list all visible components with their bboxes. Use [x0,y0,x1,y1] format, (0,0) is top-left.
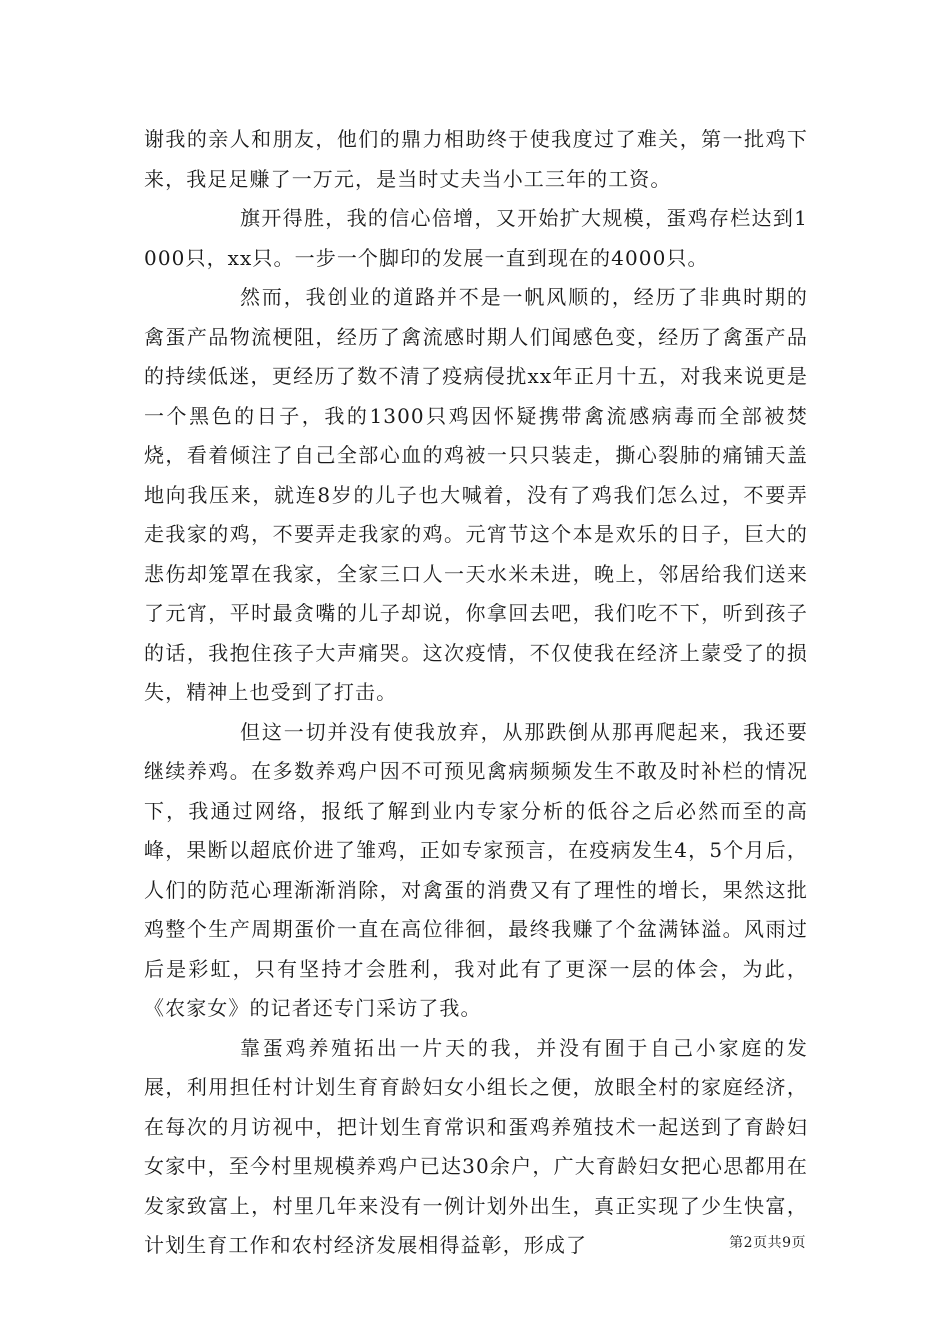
paragraph-2: 旗开得胜，我的信心倍增，又开始扩大规模，蛋鸡存栏达到1000只，xx只。一步一个脚印的发展一直到现在的4000只。 [144,206,808,270]
paragraph-5: 靠蛋鸡养殖拓出一片天的我，并没有囿于自己小家庭的发展，利用担任村计划生育育龄妇女小组长之便，放眼全村的家庭经济，在每次的月访视中，把计划生育常识和蛋鸡养殖技术一起送到了育龄妇女家中，至今村里规模养鸡户已达30余户，广大育龄妇女把心思都用在发家致富上，村里几年来没有一例计划外出生，真正实现了少生快富，计划生育工作和农村经济发展相得益彰，形成了 [144,1035,808,1257]
document-body [144,120,808,1266]
paragraph-1: 谢我的亲人和朋友，他们的鼎力相助终于使我度过了难关，第一批鸡下来，我足足赚了一万元，是当时丈夫当小工三年的工资。 [144,127,808,191]
paragraph-4: 但这一切并没有使我放弃，从那跌倒从那再爬起来，我还要继续养鸡。在多数养鸡户因不可预见禽病频频发生不敢及时补栏的情况下，我通过网络，报纸了解到业内专家分析的低谷之后必然而至的高峰，果断以超底价进了雏鸡，正如专家预言，在疫病发生4，5个月后，人们的防范心理渐渐消除，对禽蛋的消费又有了理性的增长，果然这批鸡整个生产周期蛋价一直在高位徘徊，最终我赚了个盆满钵溢。风雨过后是彩虹，只有坚持才会胜利，我对此有了更深一层的体会，为此，《农家女》的记者还专门采访了我。 [144,719,808,1020]
paragraph-3: 然而，我创业的道路并不是一帆风顺的，经历了非典时期的禽蛋产品物流梗阻，经历了禽流感时期人们闻感色变，经历了禽蛋产品的持续低迷，更经历了数不清了疫病侵扰xx年正月十五，对我来说更是一个黑色的日子，我的1300只鸡因怀疑携带禽流感病毒而全部被焚烧，看着倾注了自己全部心血的鸡被一只只装走，撕心裂肺的痛铺天盖地向我压来，就连8岁的儿子也大喊着，没有了鸡我们怎么过，不要弄走我家的鸡，不要弄走我家的鸡。元宵节这个本是欢乐的日子，巨大的悲伤却笼罩在我家，全家三口人一天水米未进，晚上，邻居给我们送来了元宵，平时最贪嘴的儿子却说，你拿回去吧，我们吃不下，听到孩子的话，我抱住孩子大声痛哭。这次疫情，不仅使我在经济上蒙受了的损失，精神上也受到了打击。 [144,285,808,704]
page-number-footer: 第2页共9页 [729,1235,806,1251]
